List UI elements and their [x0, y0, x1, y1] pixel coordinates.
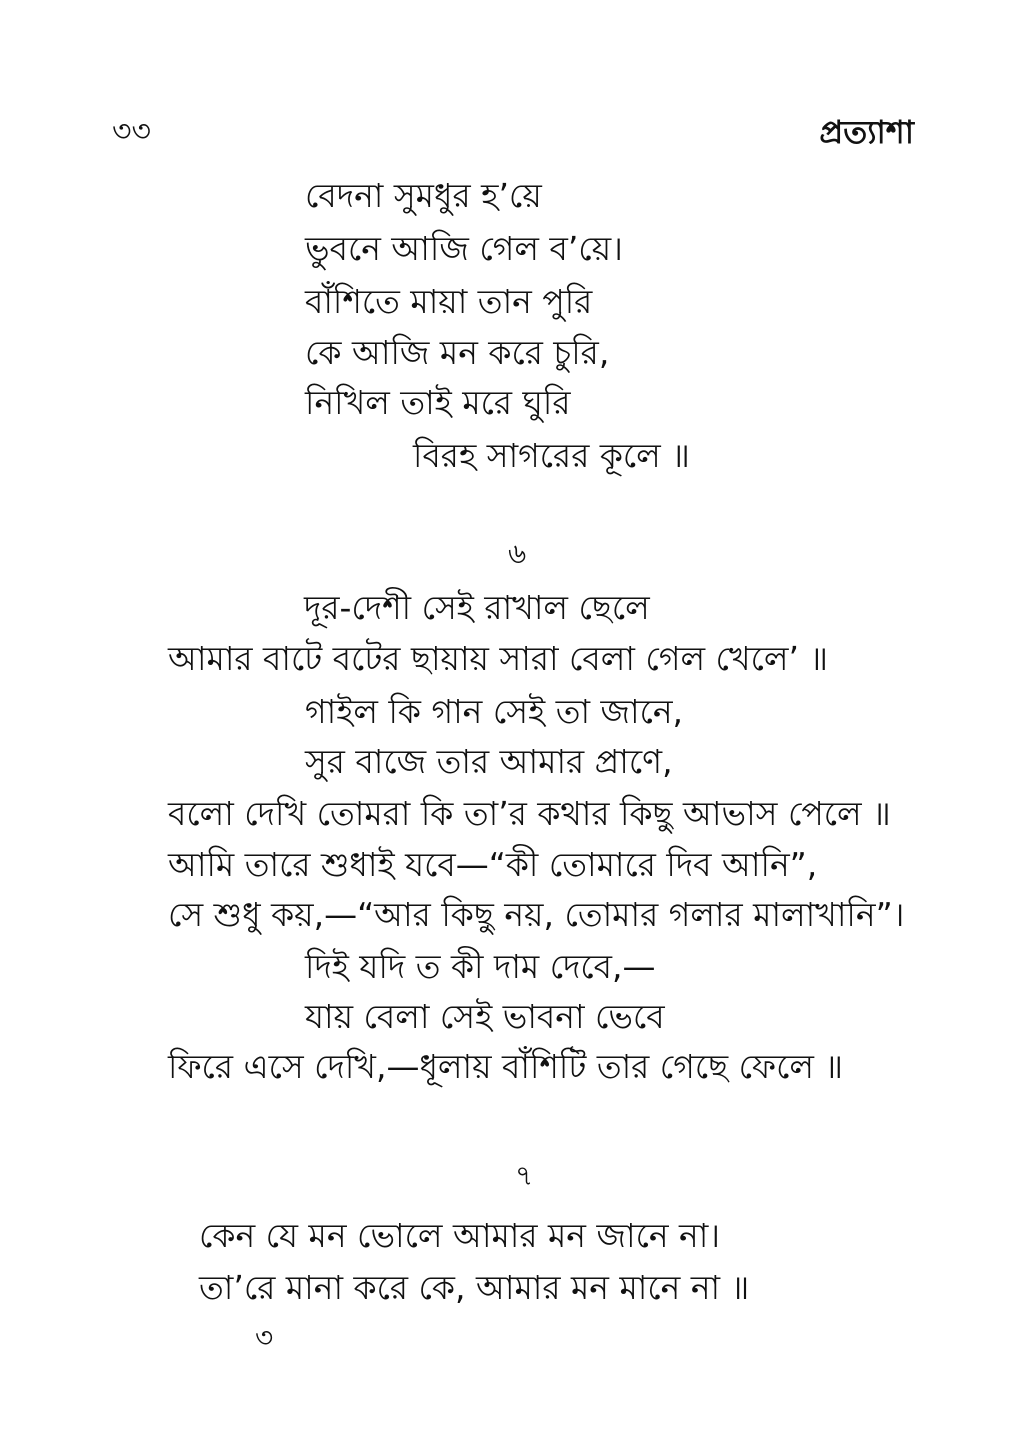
verse-line: বিরহ সাগরের কূলে ॥ — [413, 436, 690, 475]
verse-line: বাঁশিতে মায়া তান পুরি — [305, 282, 593, 321]
verse-line: গাইল কি গান সেই তা জানে, — [305, 692, 684, 731]
verse-line: কে আজি মন করে চুরি, — [305, 333, 610, 372]
verse-line: দূর-দেশী সেই রাখাল ছেলে — [304, 588, 650, 627]
verse-line: ভুবনে আজি গেল ব’য়ে। — [305, 229, 623, 268]
verse-line: বলো দেখি তোমরা কি তা’র কথার কিছু আভাস পেলে ॥ — [168, 794, 891, 833]
verse-line: যায় বেলা সেই ভাবনা ভেবে — [305, 997, 665, 1036]
verse-line: সে শুধু কয়,—“আর কিছু নয়, তোমার গলার মালাখানি”। — [168, 895, 905, 934]
verse-line: সুর বাজে তার আমার প্রাণে, — [305, 742, 673, 781]
verse-line: দিই যদি ত কী দাম দেবে,— — [305, 947, 656, 986]
verse-line: কেন যে মন ভোলে আমার মন জানে না। — [199, 1216, 721, 1255]
signature-mark: ৩ — [255, 1321, 274, 1354]
verse-line: আমি তারে শুধাই যবে—“কী তোমারে দিব আনি”, — [168, 845, 818, 884]
song-number: ৬ — [508, 537, 527, 570]
verse-line: ফিরে এসে দেখি,—ধূলায় বাঁশিটি তার গেছে ফেলে ॥ — [168, 1047, 844, 1086]
verse-line: বেদনা সুমধুর হ’য়ে — [305, 176, 542, 215]
song-number: ৭ — [515, 1159, 534, 1192]
running-title: প্রত্যাশা — [819, 113, 914, 151]
verse-line: তা’রে মানা করে কে, আমার মন মানে না ॥ — [199, 1268, 750, 1307]
verse-line: নিখিল তাই মরে ঘুরি — [305, 383, 571, 422]
verse-line: আমার বাটে বটের ছায়ায় সারা বেলা গেল খেলে’ ॥ — [168, 639, 829, 678]
page-number: ৩৩ — [112, 114, 152, 149]
